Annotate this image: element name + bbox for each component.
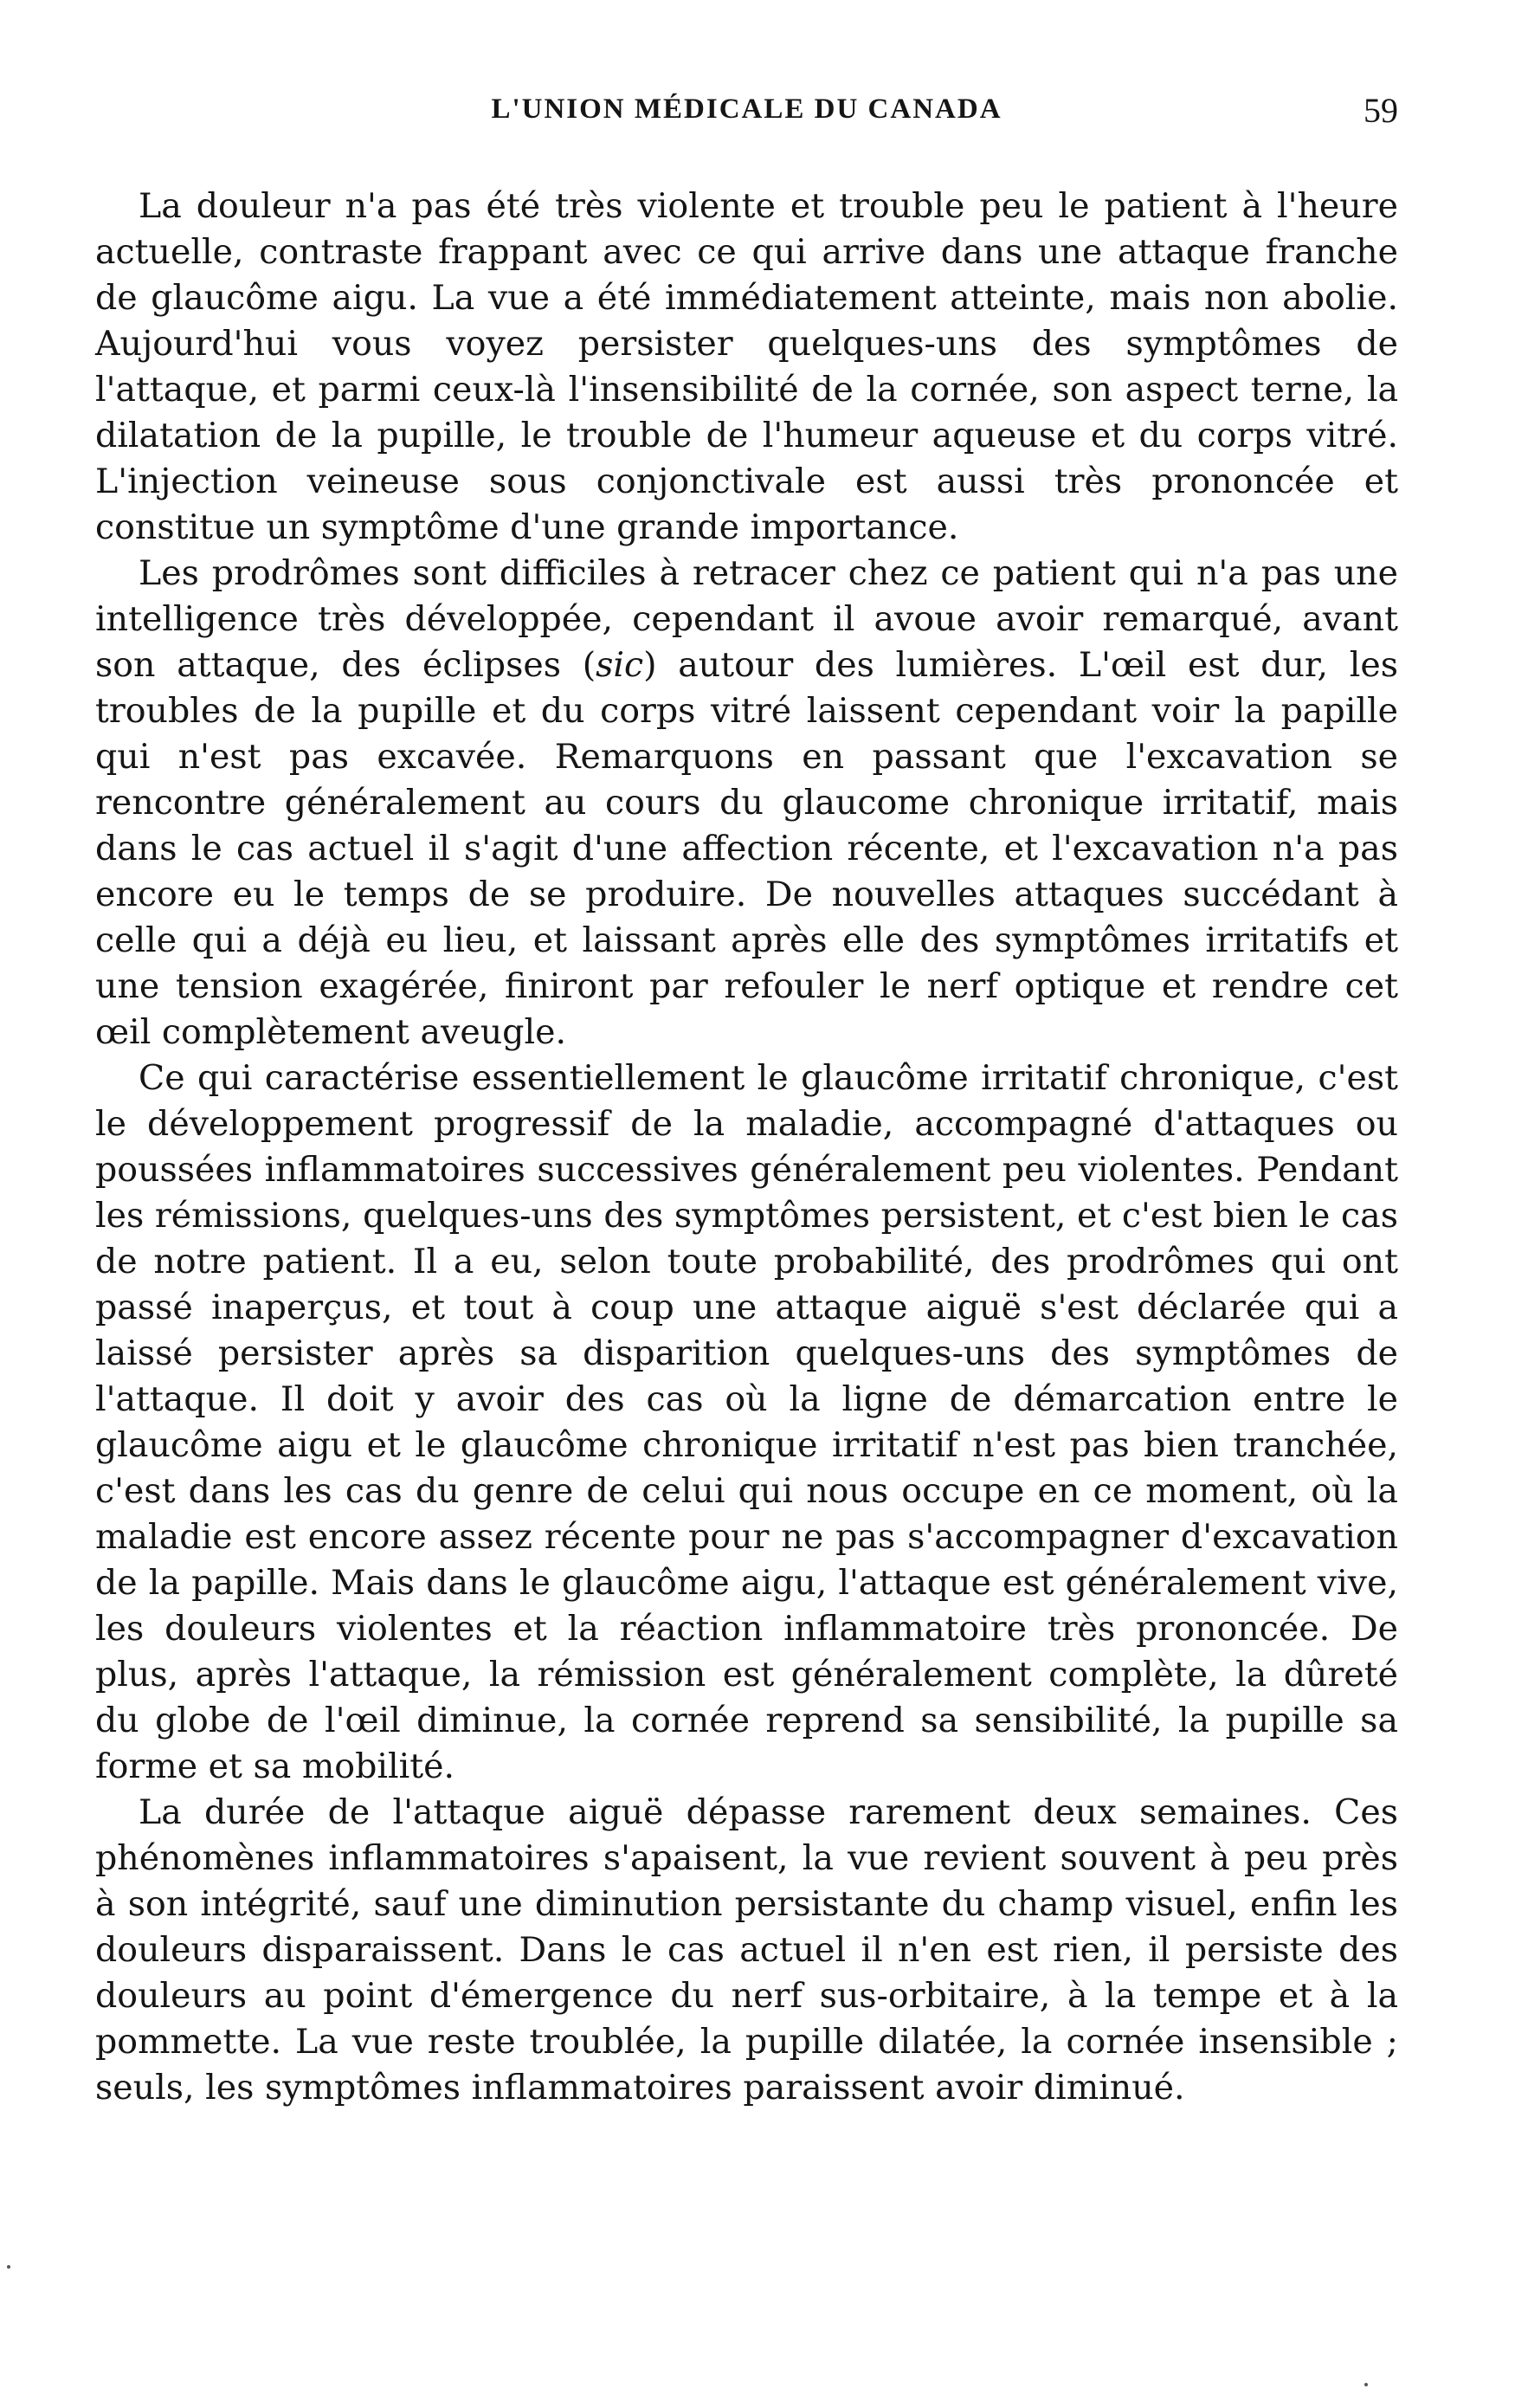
page-number: 59 <box>1364 91 1398 130</box>
scan-speck <box>7 2265 10 2269</box>
paragraph-2-italic: sic <box>596 645 644 685</box>
scan-speck <box>1364 2383 1368 2386</box>
paragraph-2-text-before: Les prodrômes sont difficiles à retracer chez ce patient qui n'a pas une intelligence très développée, cependant il avoue avoir remarqué, avant son attaque, des éclipses ( <box>95 553 1398 685</box>
paragraph-4: La durée de l'attaque aiguë dépasse rarement deux semaines. Ces phénomènes inflammatoires s'apaisent, la vue revient souvent à peu près à son intégrité, sauf une diminution persistante du champ visuel, enfin les douleurs disparaissent. Dans le cas actuel il n'en est rien, il persiste des douleurs au point d'émergence du nerf sus-orbitaire, à la tempe et à la pommette. La vue reste troublée, la pupille dilatée, la cornée insensible ; seuls, les symptômes inflammatoires paraissent avoir diminué. <box>95 1792 1398 2108</box>
paragraph-1: La douleur n'a pas été très violente et trouble peu le patient à l'heure actuelle, contraste frappant avec ce qui arrive dans une attaque franche de glaucôme aigu. La vue a été immédiatement atteinte, mais non abolie. Aujourd'hui vous voyez persister quelques-uns des symptômes de l'attaque, et parmi ceux-là l'insensibilité de la cornée, son aspect terne, la dilatation de la pupille, le trouble de l'humeur aqueuse et du corps vitré. L'injection veineuse sous conjonctivale est aussi très prononcée et constitue un symptôme d'une grande importance. <box>95 186 1398 547</box>
running-title: L'UNION MÉDICALE DU CANADA <box>491 94 1002 125</box>
paragraph-2-text-after: ) autour des lumières. L'œil est dur, les troubles de la pupille et du corps vitré laissent cependant voir la papille qui n'est pas excavée. Remarquons en passant que l'excavation se rencontre généralement au cours du glaucome chronique irritatif, mais dans le cas actuel il s'agit d'une affection récente, et l'excavation n'a pas encore eu le temps de se produire. De nouvelles attaques succédant à celle qui a déjà eu lieu, et laissant après elle des symptômes irritatifs et une tension exagérée, finiront par refouler le nerf optique et rendre cet œil complètement aveugle. <box>95 645 1399 1052</box>
page-header <box>95 91 1398 145</box>
paragraph-2 <box>95 551 1398 1056</box>
paragraph-3: Ce qui caractérise essentiellement le glaucôme irritatif chronique, c'est le développement progressif de la maladie, accompagné d'attaques ou poussées inflammatoires successives généralement peu violentes. Pendant les rémissions, quelques-uns des symptômes persistent, et c'est bien le cas de notre patient. Il a eu, selon toute probabilité, des prodrômes qui ont passé inaperçus, et tout à coup une attaque aiguë s'est déclarée qui a laissé persister après sa disparition quelques-uns des symptômes de l'attaque. Il doit y avoir des cas où la ligne de démarcation entre le glaucôme aigu et le glaucôme chronique irritatif n'est pas bien tranchée, c'est dans les cas du genre de celui qui nous occupe en ce moment, où la maladie est encore assez récente pour ne pas s'accompagner d'excavation de la papille. Mais dans le glaucôme aigu, l'attaque est généralement vive, les douleurs violentes et la réaction inflammatoire très prononcée. De plus, après l'attaque, la rémission est généralement complète, la dûreté du globe de l'œil diminue, la cornée reprend sa sensibilité, la pupille sa forme et sa mobilité. <box>95 1058 1398 1786</box>
article-body <box>95 184 1398 2111</box>
